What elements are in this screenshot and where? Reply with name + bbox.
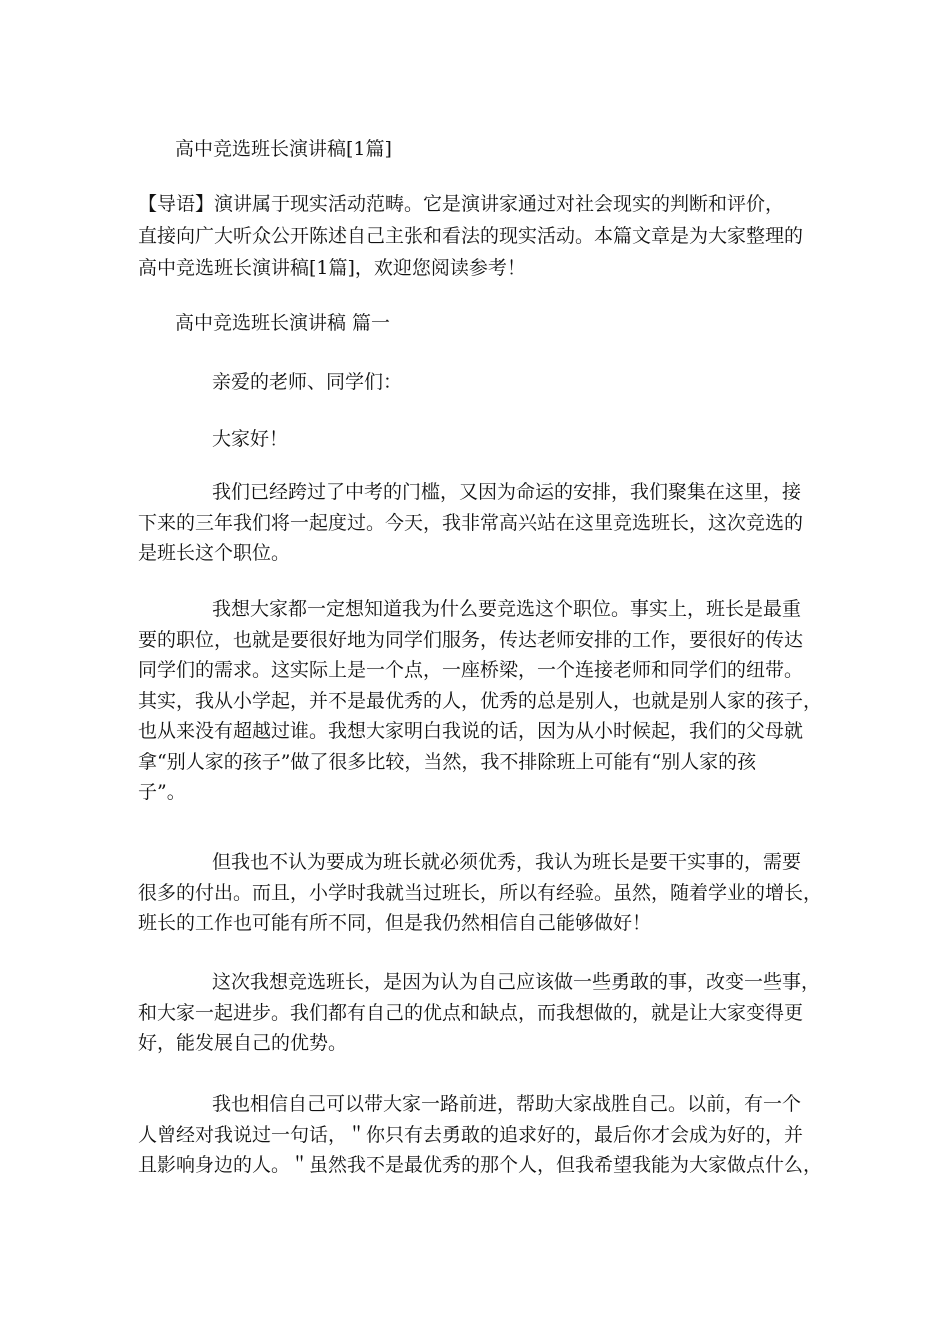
paragraph-line: 也从来没有超越过谁。我想大家明白我说的话，因为从小时候起，我们的父母就 [138,720,804,742]
greeting: 大家好！ [212,428,289,450]
paragraph-line: 和大家一起进步。我们都有自己的优点和缺点，而我想做的，就是让大家变得更 [138,1001,804,1024]
intro-line: 直接向广大听众公开陈述自己主张和看法的现实活动。本篇文章是为大家整理的 [138,225,804,247]
paragraph-line: 同学们的需求。这实际上是一个点，一座桥梁，一个连接老师和同学们的纽带。 [138,659,804,681]
paragraph-line: 但我也不认为要成为班长就必须优秀，我认为班长是要干实事的，需要 [212,851,802,873]
body-paragraph-2 [138,594,828,808]
paragraph-line: 要的职位，也就是要很好地为同学们服务，传达老师安排的工作，要很好的传达 [138,628,804,651]
paragraph-line: 是班长这个职位。 [138,542,291,564]
paragraph-line: 其实，我从小学起，并不是最优秀的人，优秀的总是别人，也就是别人家的孩子， [138,689,823,712]
paragraph-line: 下来的三年我们将一起度过。今天，我非常高兴站在这里竞选班长，这次竞选的 [138,511,804,534]
body-paragraph-1 [138,477,828,569]
paragraph-line: 我也相信自己可以带大家一路前进，帮助大家战胜自己。以前，有一个 [212,1093,802,1115]
paragraph-line: 好，能发展自己的优势。 [138,1032,348,1054]
paragraph-line: 我想大家都一定想知道我为什么要竞选这个职位。事实上，班长是最重 [212,598,802,620]
paragraph-line: 且影响身边的人。＂虽然我不是最优秀的那个人，但我希望我能为大家做点什么， [138,1154,823,1176]
paragraph-line: 拿“别人家的孩子”做了很多比较，当然，我不排除班上可能有“别人家的孩 [138,750,757,773]
paragraph-line: 我们已经跨过了中考的门槛，又因为命运的安排，我们聚集在这里，接 [212,481,802,503]
document-title: 高中竞选班长演讲稿[1篇] [175,138,392,160]
section-title: 高中竞选班长演讲稿 篇一 [175,312,391,334]
paragraph-line: 很多的付出。而且，小学时我就当过班长，所以有经验。虽然，随着学业的增长， [138,881,823,904]
intro-line: 【导语】演讲属于现实活动范畴。它是演讲家通过对社会现实的判断和评价， [138,193,785,215]
salutation: 亲爱的老师、同学们： [212,371,403,393]
paragraph-line: 子”。 [138,781,186,803]
paragraph-line: 班长的工作也可能有所不同，但是我仍然相信自己能够做好！ [138,912,652,934]
paragraph-line: 这次我想竞选班长，是因为认为自己应该做一些勇敢的事，改变一些事， [212,971,821,993]
paragraph-line: 人曾经对我说过一句话，＂你只有去勇敢的追求好的，最后你才会成为好的，并 [138,1123,804,1146]
body-paragraph-5 [138,1089,828,1181]
intro-paragraph [138,188,828,284]
intro-line: 高中竞选班长演讲稿[1篇]，欢迎您阅读参考！ [138,257,526,279]
body-paragraph-3 [138,847,828,939]
body-paragraph-4 [138,967,828,1059]
